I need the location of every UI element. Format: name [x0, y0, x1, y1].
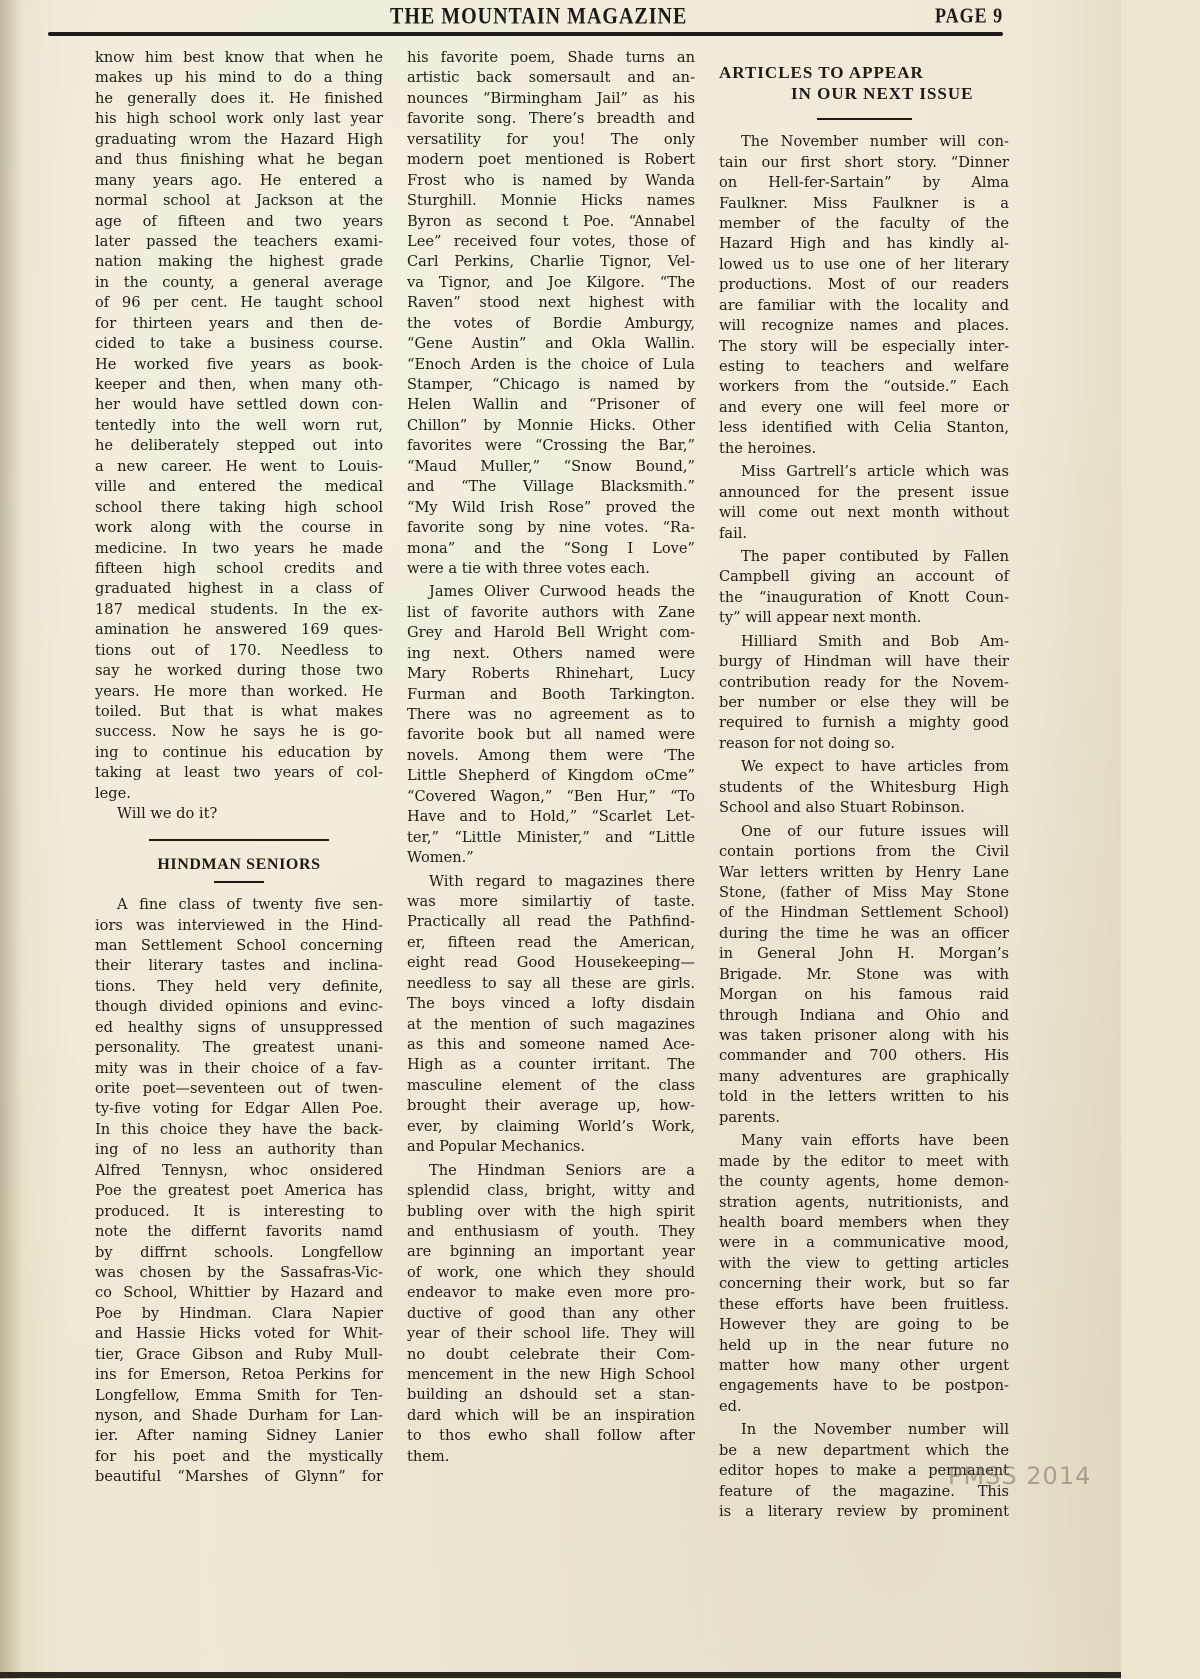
text-line: Byron as second t Poe. “Annabel	[407, 212, 695, 230]
text-line: productions. Most of our readers	[719, 276, 1009, 294]
text-line: many adventures are graphically	[719, 1067, 1009, 1085]
text-line: made by the editor to meet with	[719, 1152, 1009, 1170]
text-line: bubling over with the high spirit	[407, 1202, 695, 1220]
text-line: iors was interviewed in the Hind-	[95, 916, 383, 934]
text-line: Morgan on his famous raid	[719, 986, 1009, 1004]
text-line: are familiar with the locality and	[719, 296, 1009, 314]
text-line: dard which will be an inspiration	[407, 1406, 695, 1424]
article-hindman-seniors-continued	[407, 48, 695, 1467]
text-line: Helen Wallin and “Prisoner of	[407, 396, 695, 414]
text-line: Stamper, “Chicago is named by	[407, 376, 695, 393]
text-line: Many vain efforts have been	[741, 1132, 1009, 1150]
heading-line-1: ARTICLES TO APPEAR	[719, 63, 924, 83]
paragraph	[719, 462, 1009, 544]
text-line: ins for Emerson, Retoa Perkins for	[95, 1366, 383, 1384]
paragraph	[407, 1161, 695, 1468]
text-line: graduating wrom the Hazard High	[95, 130, 383, 148]
text-line: personality. The greatest unani-	[95, 1039, 383, 1057]
page-number: PAGE 9	[935, 4, 1004, 27]
text-line: Furman and Booth Tarkington.	[407, 685, 695, 703]
text-line: fail.	[719, 524, 748, 542]
text-line: and every one will feel more or	[719, 398, 1009, 416]
text-line: Miss Gartrell’s article which was	[741, 463, 1009, 481]
text-line: Mary Roberts Rhinehart, Lucy	[407, 665, 695, 683]
text-line: ber number or else they will be	[719, 694, 1009, 712]
closing-line: Will we do it?	[117, 805, 218, 823]
text-line: ed.	[719, 1397, 742, 1415]
text-line: eight read Good Housekeeping—	[407, 954, 695, 972]
magazine-title: THE MOUNTAIN MAGAZINE	[390, 4, 688, 30]
text-line: Little Shepherd of Kingdom oCme”	[407, 767, 695, 785]
bottom-edge	[0, 1672, 1121, 1678]
text-line: years. He more than worked. He	[95, 682, 383, 700]
text-line: of work, one which they should	[407, 1263, 695, 1281]
text-line: as this and someone named Ace-	[407, 1036, 695, 1053]
text-line: Practically all read the Pathfind-	[407, 913, 695, 931]
text-line: The Hindman Seniors are a	[429, 1161, 695, 1179]
text-line: ter,” “Little Minister,” and “Little	[407, 828, 695, 846]
text-line: Chillon” by Monnie Hicks. Other	[407, 416, 695, 434]
text-line: the votes of Bordie Amburgy,	[407, 314, 695, 332]
paragraph	[719, 822, 1009, 1129]
text-line: required to furnish a mighty good	[719, 714, 1009, 732]
text-line: held up in the near future no	[719, 1336, 1009, 1354]
text-line: Grey and Harold Bell Wright com-	[407, 624, 695, 642]
heading-line-2: IN OUR NEXT ISSUE	[791, 84, 974, 104]
text-line: beautiful “Marshes of Glynn” for	[95, 1468, 383, 1486]
text-line: was chosen by the Sassafras-Vic-	[95, 1263, 383, 1281]
text-line: many years ago. He entered a	[95, 171, 383, 189]
text-line: the county agents, home demon-	[719, 1173, 1009, 1191]
text-line: needless to say all these are girls.	[407, 974, 695, 992]
text-line: Hazard High and has kindly al-	[719, 235, 1009, 253]
text-line: through Indiana and Ohio and	[719, 1006, 1009, 1024]
text-line: toiled. But that is what makes	[95, 703, 383, 720]
text-line: work along with the course in	[95, 519, 383, 537]
text-line: their literary tastes and inclina-	[95, 957, 383, 975]
text-line: Brigade. Mr. Stone was with	[719, 965, 1009, 983]
text-line: of the Hindman Settlement School)	[719, 904, 1009, 922]
text-line: We expect to have articles from	[741, 758, 1009, 776]
text-line: Alfred Tennysn, whoc onsidered	[95, 1161, 383, 1179]
text-line: Poe the greatest poet America has	[95, 1182, 383, 1200]
text-line: The paper contibuted by Fallen	[741, 547, 1009, 565]
text-line: her would have settled down con-	[95, 396, 383, 414]
text-line: will come out next month without	[719, 504, 1009, 522]
text-line: and Hassie Hicks voted for Whit-	[95, 1325, 383, 1343]
text-line: will recognize names and places.	[719, 317, 1009, 335]
text-line: Campbell giving an account of	[719, 568, 1009, 586]
text-line: ing next. Others named were	[407, 644, 695, 662]
text-line: engagements have to be postpon-	[719, 1377, 1009, 1395]
text-line: are bginning an important year	[407, 1243, 695, 1261]
text-line: Sturghill. Monnie Hicks names	[407, 192, 695, 210]
text-line: favorite song. There’s breadth and	[407, 110, 695, 128]
text-line: them.	[407, 1447, 450, 1465]
text-line: novels. Among them were ‘The	[407, 746, 695, 764]
text-line: students of the Whitesburg High	[719, 778, 1009, 796]
text-line: orite poet—seventeen out of twen-	[95, 1080, 383, 1098]
paragraph	[719, 757, 1009, 818]
text-line: year of their school life. They will	[407, 1325, 695, 1343]
text-line: though divided opinions and evinc-	[95, 998, 383, 1016]
text-line: for thirteen years and then de-	[95, 314, 383, 332]
text-line: member of the faculty of the	[719, 214, 1009, 232]
text-line: Longfellow, Emma Smith for Ten-	[95, 1386, 383, 1404]
text-line: “Maud Muller,” “Snow Bound,”	[407, 457, 695, 475]
text-line: reason for not doing so.	[719, 734, 895, 752]
section-divider	[149, 839, 329, 841]
text-line: In the November number will	[741, 1421, 1009, 1439]
section-heading-hindman-seniors: HINDMAN SENIORS	[157, 855, 321, 873]
text-line: list of favorite authors with Zane	[407, 603, 695, 621]
text-line: and Popular Mechanics.	[407, 1138, 586, 1156]
text-line: burgy of Hindman will have their	[719, 653, 1009, 671]
column-right	[719, 48, 1009, 1523]
text-line: endeavor to make even more pro-	[407, 1284, 695, 1302]
text-line: the “inauguration of Knott Coun-	[719, 588, 1009, 606]
text-line: The story will be especially inter-	[719, 337, 1009, 355]
text-line: makes up his mind to do a thing	[95, 69, 383, 87]
text-line: medicine. In two years he made	[95, 539, 383, 557]
text-line: favorites were “Crossing the Bar,”	[407, 437, 695, 455]
text-line: ty-five voting for Edgar Allen Poe.	[95, 1100, 383, 1118]
text-line: and thus finishing what he began	[95, 151, 383, 169]
masthead-rule	[48, 32, 1003, 36]
page-edge-shadow	[0, 0, 22, 1679]
text-line: less identified with Celia Stanton,	[719, 419, 1009, 437]
text-line: normal school at Jackson at the	[95, 192, 383, 210]
text-line: editor hopes to make a permanent	[719, 1462, 1009, 1480]
text-line: brought their average up, how-	[407, 1097, 695, 1115]
text-line: The boys vinced a lofty disdain	[407, 995, 695, 1013]
text-line: ductive of good than any other	[407, 1304, 695, 1322]
paragraph	[719, 632, 1009, 755]
text-line: graduated highest in a class of	[95, 580, 383, 598]
text-line: tions out of 170. Needless to	[95, 641, 383, 659]
text-line: tentedly into the well worn rut,	[95, 416, 383, 434]
text-line: was more similartiy of taste.	[407, 892, 695, 910]
text-line: age of fifteen and two years	[95, 212, 383, 230]
text-line: produced. It is interesting to	[95, 1202, 383, 1220]
text-line: was taken prisoner along with his	[719, 1027, 1009, 1045]
text-line: One of our future issues will	[741, 822, 1009, 840]
text-line: favorite book but all named were	[407, 726, 695, 744]
text-line: his high school work only last year	[95, 110, 383, 128]
text-line: Hilliard Smith and Bob Am-	[741, 632, 1009, 650]
watermark: PMSS 2014	[948, 1462, 1092, 1490]
text-line: co School, Whittier by Hazard and	[95, 1284, 383, 1302]
text-line: nounces “Birmingham Jail” as his	[407, 89, 695, 107]
text-line: tier, Grace Gibson and Ruby Mull-	[95, 1345, 383, 1363]
text-line: lowed us to use one of her literary	[719, 255, 1009, 273]
text-line: stration agents, nutritionists, and	[719, 1193, 1009, 1211]
heading-underline	[817, 118, 912, 120]
paragraph	[407, 872, 695, 1158]
text-line: on Hell-fer-Sartain” by Alma	[719, 174, 1009, 192]
text-line: tain our first short story. “Dinner	[719, 153, 1009, 171]
text-line: In this choice they have the back-	[95, 1120, 383, 1138]
text-line: There was no agreement as to	[407, 706, 695, 723]
text-line: mona” and the “Song I Love”	[407, 539, 695, 557]
column-middle	[407, 48, 695, 1467]
text-line: ty” will appear next month.	[719, 609, 922, 627]
text-line: he deliberately stepped out into	[95, 437, 383, 455]
text-line: is a literary review by prominent	[719, 1503, 1009, 1521]
text-line: er, fifteen read the American,	[407, 933, 695, 951]
text-line: ier. After naming Sidney Lanier	[95, 1427, 383, 1445]
text-line: concerning their work, but so far	[719, 1275, 1009, 1293]
text-line: in the county, a general average	[95, 273, 383, 291]
text-line: “Enoch Arden is the choice of Lula	[407, 355, 695, 373]
text-line: va Tignor, and Joe Kilgore. “The	[407, 273, 695, 291]
text-line: these efforts have been fruitless.	[719, 1295, 1009, 1313]
text-line: School and also Stuart Robinson.	[719, 799, 965, 817]
text-line: building an dshould set a stan-	[407, 1386, 695, 1404]
text-line: man Settlement School concerning	[95, 936, 383, 954]
article-next-issue	[719, 132, 1009, 1522]
text-line: no doubt celebrate their Com-	[407, 1345, 695, 1363]
text-line: his favorite poem, Shade turns an	[407, 49, 695, 66]
text-line: ing to continue his education by	[95, 743, 383, 761]
text-line: modern poet mentioned is Robert	[407, 151, 695, 169]
text-line: However they are going to be	[719, 1316, 1009, 1334]
text-line: parents.	[719, 1108, 781, 1126]
text-line: fifteen high school credits and	[95, 559, 383, 577]
text-line: Faulkner. Miss Faulkner is a	[719, 194, 1009, 212]
text-line: mity was in their choice of a fav-	[95, 1059, 383, 1077]
text-line: say he worked during those two	[95, 662, 383, 680]
text-line: amination he answered 169 ques-	[95, 621, 383, 639]
text-line: and “The Village Blacksmith.”	[407, 478, 695, 496]
paragraph	[719, 132, 1009, 459]
text-line: the heroines.	[719, 439, 817, 457]
text-line: be a new department which the	[719, 1441, 1009, 1459]
text-line: Frost who is named by Wanda	[407, 171, 695, 189]
text-line: told in the letters written to his	[719, 1088, 1009, 1106]
text-line: High as a counter irritant. The	[407, 1056, 695, 1074]
text-line: during the time he was an officer	[719, 924, 1009, 942]
paragraph	[719, 1131, 1009, 1417]
text-line: masculine element of the class	[407, 1076, 695, 1094]
text-line: at the mention of such magazines	[407, 1015, 695, 1033]
text-line: nation making the highest grade	[95, 253, 383, 271]
text-line: tions. They held very definite,	[95, 977, 383, 995]
text-line: were in a communicative mood,	[719, 1234, 1009, 1252]
text-line: with the view to getting articles	[719, 1254, 1009, 1272]
text-line: He worked five years as book-	[95, 355, 383, 373]
text-line: contribution ready for the Novem-	[719, 673, 1009, 691]
text-line: and enthusiasm of youth. They	[407, 1222, 695, 1240]
text-line: he generally does it. He finished	[95, 89, 383, 107]
text-line: favorite song by nine votes. “Ra-	[407, 519, 695, 537]
text-line: A fine class of twenty five sen-	[117, 896, 383, 914]
text-line: in General John H. Morgan’s	[719, 945, 1009, 963]
text-line: school there taking high school	[95, 498, 383, 516]
text-line: taking at least two years of col-	[95, 764, 383, 782]
text-line: Have and to Hold,” “Scarlet Let-	[407, 808, 695, 826]
paragraph	[407, 48, 695, 579]
text-line: health board members when they	[719, 1213, 1009, 1231]
text-line: note the differnt favorits namd	[95, 1223, 383, 1241]
text-line: commander and 700 others. His	[719, 1047, 1009, 1065]
text-line: keeper and then, when many oth-	[95, 376, 383, 393]
text-line: a new career. He went to Louis-	[95, 457, 383, 475]
text-line: “My Wild Irish Rose” proved the	[407, 498, 695, 516]
text-line: 187 medical students. In the ex-	[95, 600, 383, 618]
text-line: workers from the “outside.” Each	[719, 378, 1009, 396]
section-heading-next-issue	[719, 62, 1009, 104]
article-hindman-seniors	[95, 895, 383, 1488]
text-line: Raven” stood next highest with	[407, 294, 695, 312]
text-line: announced for the present issue	[719, 483, 1009, 501]
text-line: nyson, and Shade Durham for Lan-	[95, 1407, 383, 1425]
text-line: know him best know that when he	[95, 49, 383, 66]
text-line: ing of no less an authority than	[95, 1141, 383, 1159]
article-continuation	[95, 48, 383, 804]
text-line: James Oliver Curwood heads the	[429, 583, 695, 601]
text-line: cided to take a business course.	[95, 335, 383, 353]
text-line: lege.	[95, 784, 131, 802]
text-line: Poe by Hindman. Clara Napier	[95, 1304, 383, 1322]
text-line: esting to teachers and welfare	[719, 358, 1009, 376]
text-line: success. Now he says he is go-	[95, 723, 383, 741]
text-line: ever, by claiming World’s Work,	[407, 1117, 695, 1135]
text-line: for his poet and the mystically	[95, 1447, 383, 1465]
text-line: matter how many other urgent	[719, 1357, 1009, 1375]
text-line: Lee” received four votes, those of	[407, 232, 695, 250]
masthead	[0, 0, 1121, 40]
text-line: “Covered Wagon,” “Ben Hur,” “To	[407, 787, 695, 805]
text-line: “Gene Austin” and Okla Wallin.	[407, 335, 695, 353]
text-line: to thos ewho shall follow after	[407, 1427, 695, 1445]
text-line: feature of the magazine. This	[719, 1482, 1009, 1500]
text-line: versatility for you! The only	[407, 130, 695, 148]
paragraph	[719, 547, 1009, 629]
text-line: Stone, (father of Miss May Stone	[719, 883, 1009, 901]
text-line: Carl Perkins, Charlie Tignor, Vel-	[407, 253, 695, 271]
text-line: later passed the teachers exami-	[95, 232, 383, 250]
text-line: were a tie with three votes each.	[407, 559, 650, 577]
text-line: by diffrnt schools. Longfellow	[95, 1243, 383, 1261]
text-line: mencement in the new High School	[407, 1366, 695, 1383]
text-line: Women.”	[407, 849, 474, 867]
text-line: War letters written by Henry Lane	[719, 863, 1009, 881]
text-line: artistic back somersault and an-	[407, 69, 695, 87]
text-line: ed healthy signs of unsuppressed	[95, 1018, 383, 1036]
text-line: splendid class, bright, witty and	[407, 1182, 695, 1200]
text-line: With regard to magazines there	[429, 872, 695, 890]
text-line: The November number will con-	[741, 133, 1009, 151]
paragraph	[407, 582, 695, 868]
text-line: of 96 per cent. He taught school	[95, 294, 383, 312]
text-line: contain portions from the Civil	[719, 843, 1009, 861]
heading-underline	[214, 881, 264, 883]
text-line: ville and entered the medical	[95, 478, 383, 496]
column-left	[95, 48, 383, 1488]
